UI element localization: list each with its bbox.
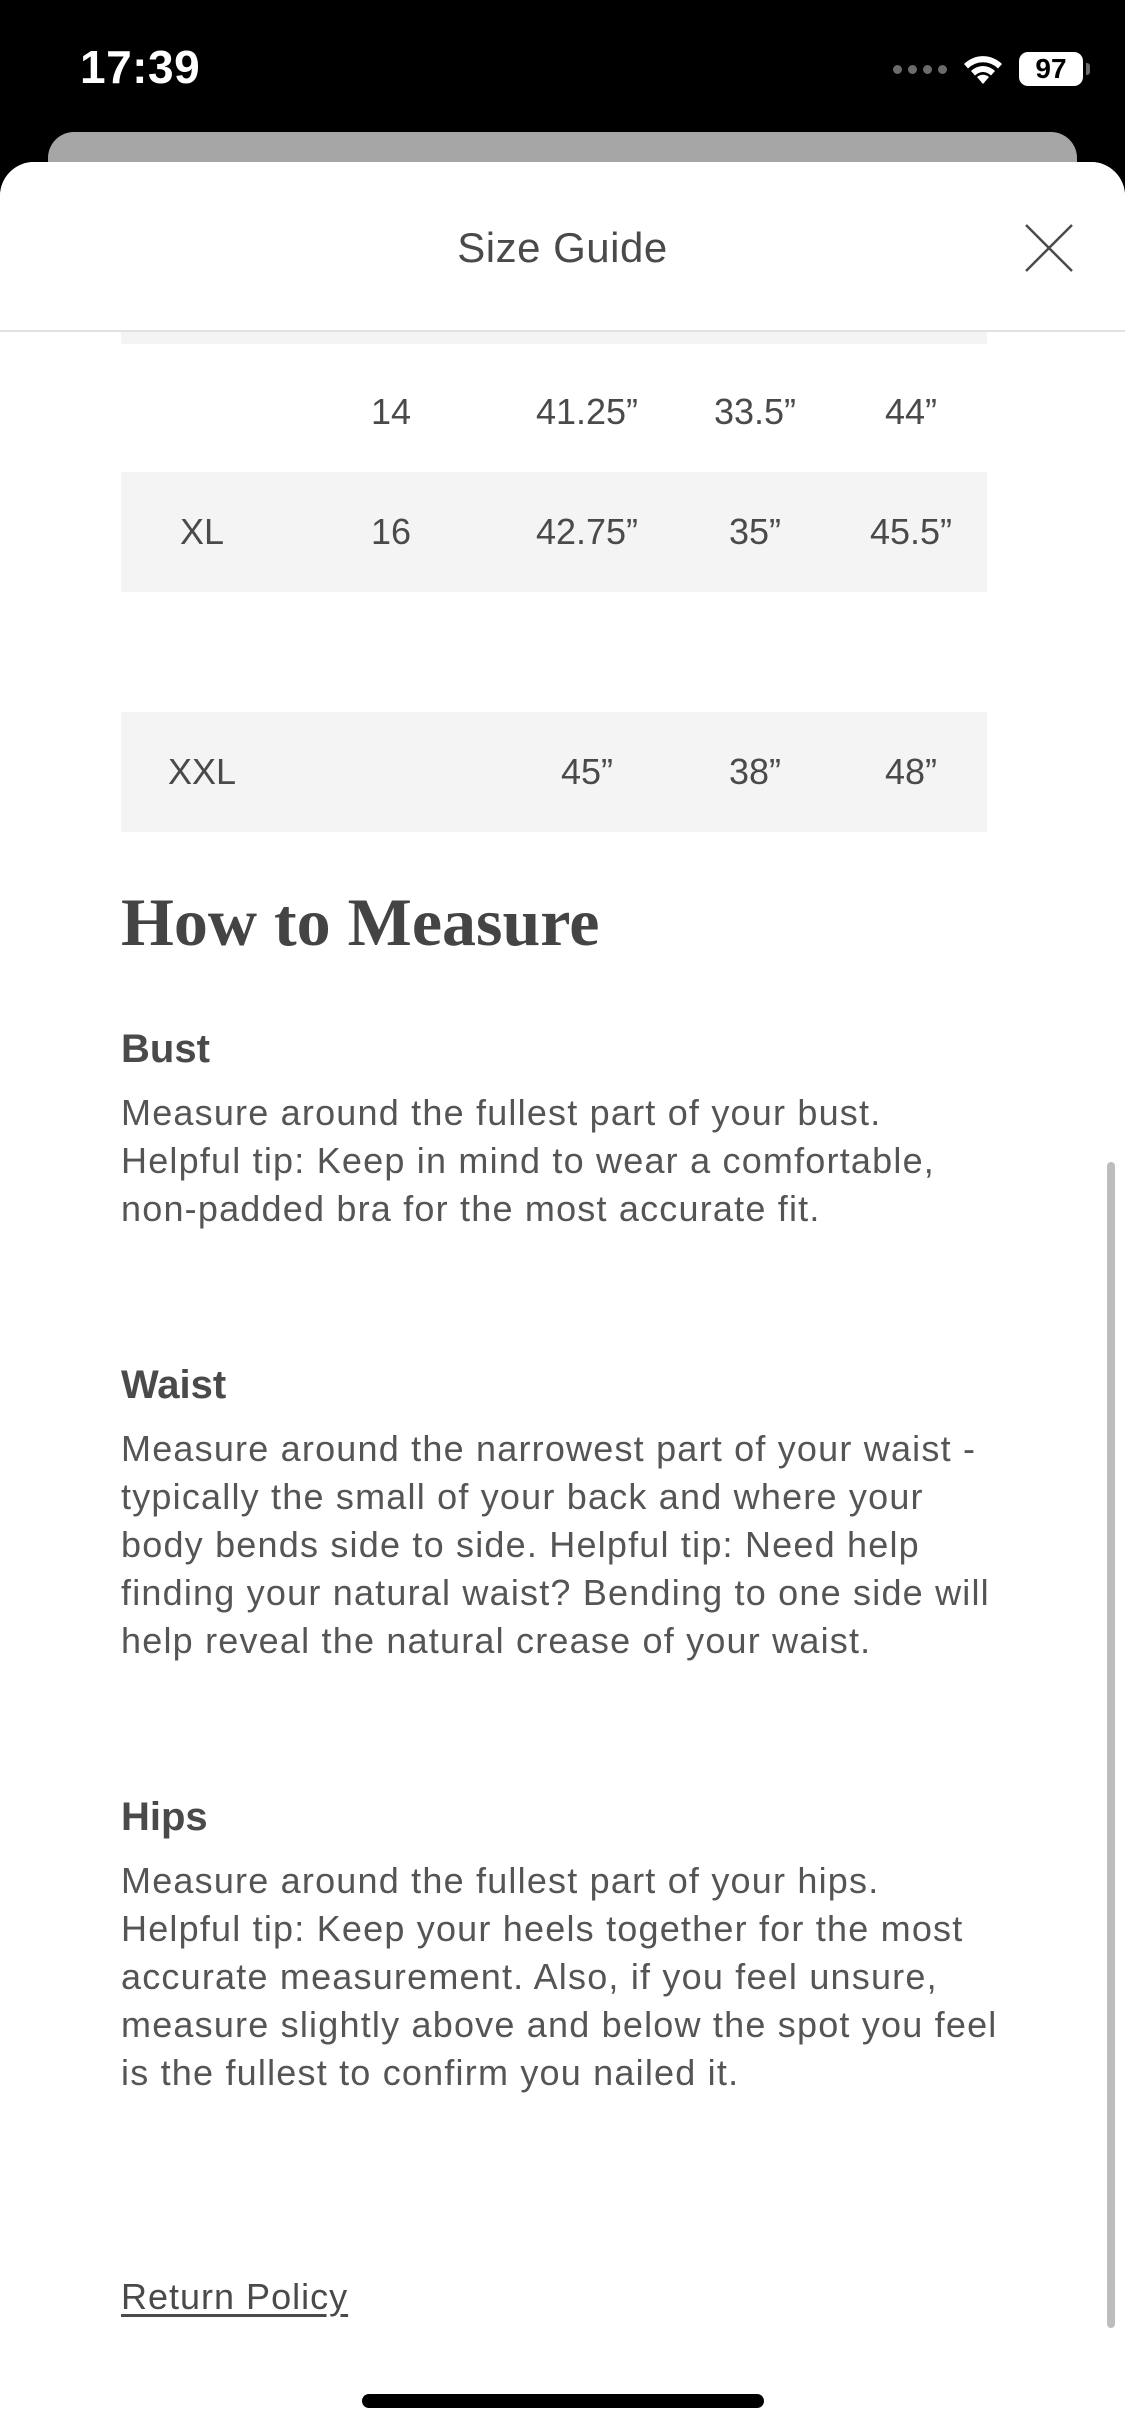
table-row [121, 592, 987, 712]
size-guide-sheet [0, 162, 1125, 2436]
table-row [121, 352, 987, 472]
table-row [121, 472, 987, 592]
table-cell-waist: 33.5” [713, 391, 797, 432]
sheet-title: Size Guide [457, 224, 668, 271]
table-cell-hips: 44” [884, 391, 938, 432]
hips-description: Measure around the fullest part of your hips. Helpful tip: Keep your heels together for the most accurate measurement. Also, if you feel unsure, measure slightly above and below the spot you feel is the fullest to confirm you nailed it. [121, 1860, 998, 2093]
close-button[interactable] [1013, 212, 1085, 284]
home-indicator[interactable] [362, 2394, 764, 2408]
scrollbar[interactable] [1107, 1162, 1115, 2328]
table-cell-bust: 42.75” [535, 511, 639, 552]
table-cell-waist: 38” [728, 751, 782, 792]
bust-description: Measure around the fullest part of your bust. Helpful tip: Keep in mind to wear a comfortable, non-padded bra for the most accurate fit. [121, 1092, 935, 1229]
table-cell-hips: 45.5” [869, 511, 953, 552]
signal-dots-icon [893, 65, 947, 74]
table-cell-bust: 41.25” [535, 391, 639, 432]
table-cell-size: XL [179, 511, 225, 552]
table-cell-waist: 35” [728, 511, 782, 552]
wifi-icon [961, 52, 1005, 86]
table-cell-us: 16 [370, 511, 412, 552]
table-row-partial [121, 332, 987, 344]
table-cell-hips: 48” [884, 751, 938, 792]
status-icons [893, 48, 1083, 90]
table-cell-us: 14 [370, 391, 412, 432]
bust-title: Bust [121, 1027, 210, 1071]
waist-title: Waist [121, 1363, 227, 1407]
table-cell-bust: 45” [560, 751, 614, 792]
how-to-measure-heading: How to Measure [121, 884, 600, 960]
status-time: 17:39 [80, 41, 201, 93]
waist-description: Measure around the narrowest part of your waist - typically the small of your back and where your body bends side to side. Helpful tip: Need help finding your natural waist? Bending to one side will help reveal the natural crease of your waist. [121, 1428, 990, 1661]
status-bar [0, 0, 1125, 135]
sheet-header [0, 162, 1125, 332]
hips-title: Hips [121, 1795, 208, 1839]
return-policy-link[interactable]: Return Policy [121, 2276, 349, 2317]
battery-icon: 97 [1019, 52, 1083, 86]
close-icon [1023, 222, 1075, 274]
table-row [121, 712, 987, 832]
table-cell-size: XXL [167, 751, 237, 792]
